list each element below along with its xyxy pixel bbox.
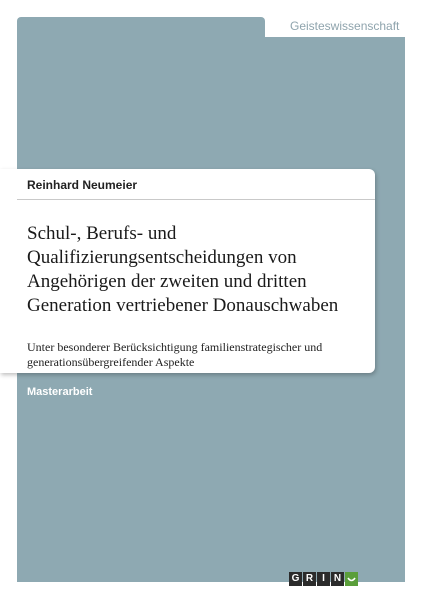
title-line: Angehörigen der zweiten und dritten <box>27 271 307 292</box>
logo-letter: G <box>289 572 302 586</box>
title-line: Schul-, Berufs- und <box>27 223 177 244</box>
book-title <box>27 222 367 318</box>
smile-icon <box>345 572 358 586</box>
author-name: Reinhard Neumeier <box>27 178 138 192</box>
logo-letter: N <box>331 572 344 586</box>
subtitle-line: Unter besonderer Berücksichtigung familienstrategischer und <box>27 340 323 354</box>
cover-top-tab <box>17 17 265 39</box>
divider <box>17 199 375 200</box>
logo-letter: R <box>303 572 316 586</box>
category-label: Geisteswissenschaft <box>290 19 400 33</box>
title-line: Generation vertriebener Donauschwaben <box>27 295 339 316</box>
title-line: Qualifizierungsentscheidungen von <box>27 247 297 268</box>
document-type: Masterarbeit <box>27 386 93 398</box>
book-subtitle <box>27 340 367 370</box>
subtitle-line: generationsübergreifender Aspekte <box>27 355 195 369</box>
grin-logo <box>289 572 358 586</box>
logo-letter: I <box>317 572 330 586</box>
